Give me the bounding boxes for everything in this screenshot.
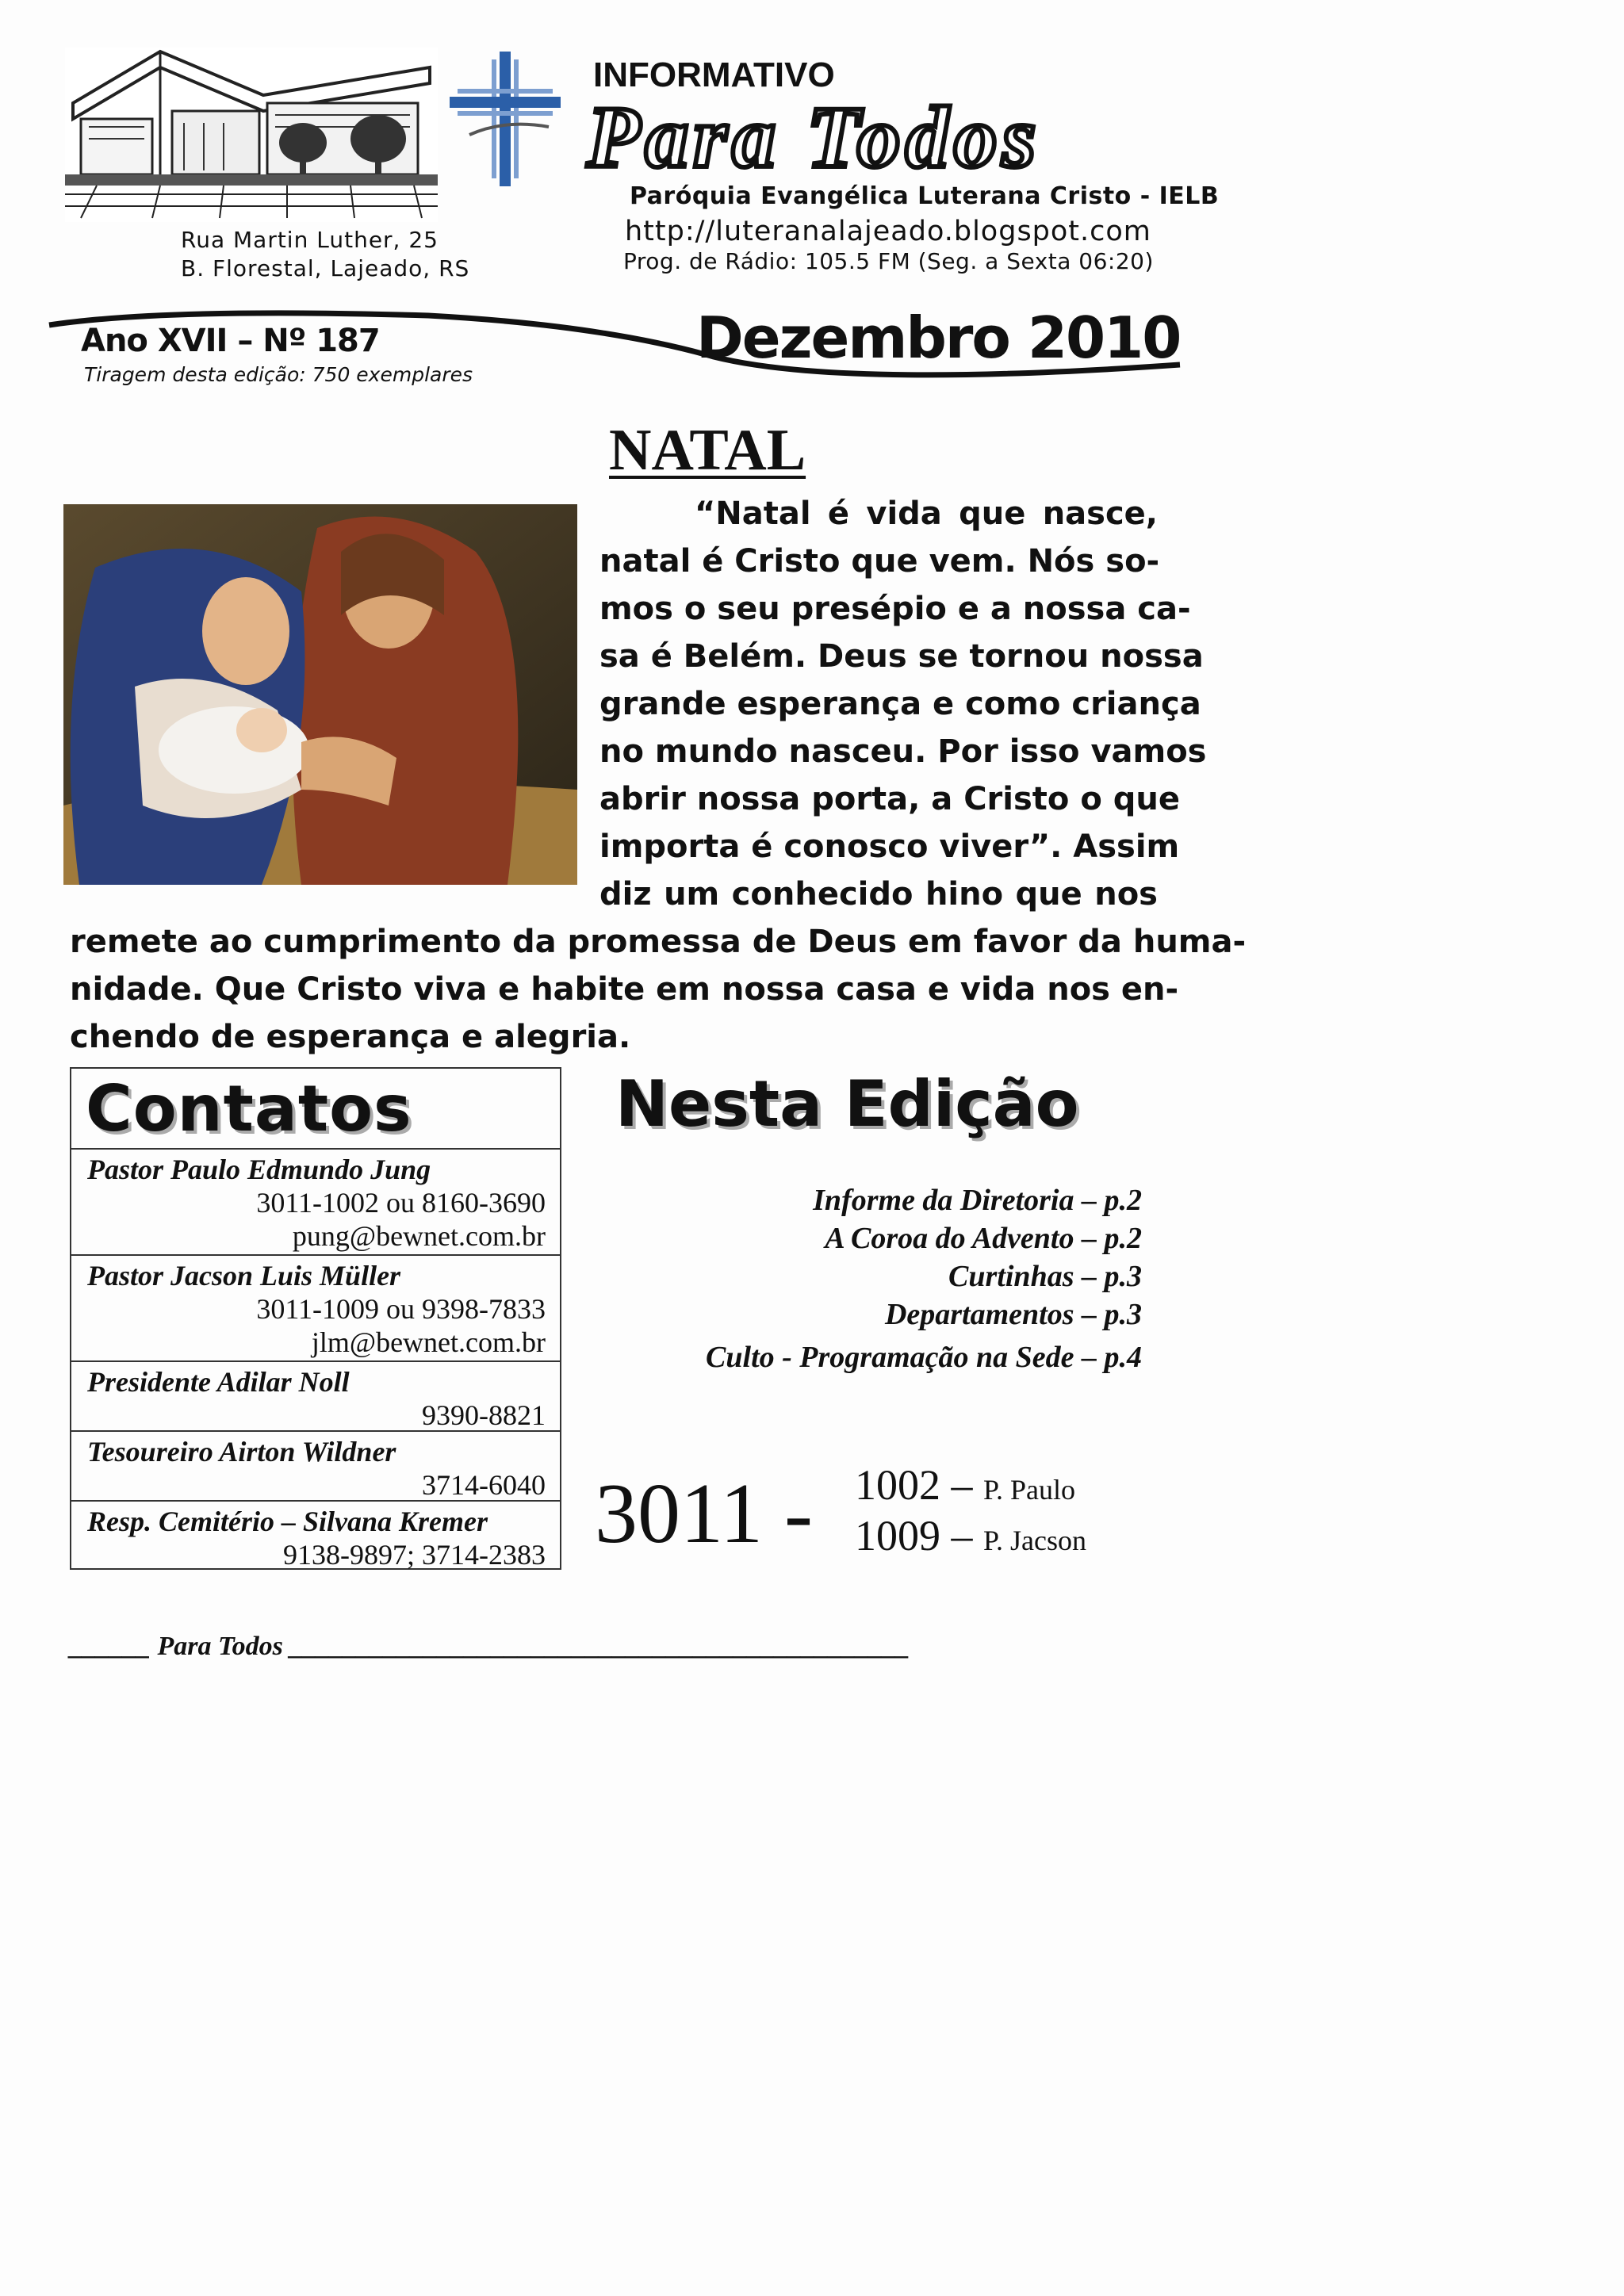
article-line: abrir nossa porta, a Cristo o que [599,781,1180,817]
contact-entry [71,1148,560,1254]
print-run: Tiragem desta edição: 750 exemplares [84,363,473,386]
article-line: sa é Belém. Deus se tornou nossa [599,638,1204,675]
address-district: B. Florestal, Lajeado, RS [181,255,470,281]
radio-program: Prog. de Rádio: 105.5 FM (Seg. a Sexta 06:20) [623,248,1154,274]
contacts-title: Contatos [86,1072,412,1146]
contact-email[interactable]: jlm@bewnet.com.br [311,1326,546,1358]
masthead-title: Para Todos [587,89,1041,186]
contacts-box [70,1067,561,1570]
issue-number: Ano XVII – Nº 187 [81,323,380,359]
contact-entry [71,1430,560,1500]
contact-phone: 3011-1009 ou 9398-7833 [256,1293,546,1325]
edition-contents-title: Nesta Edição [615,1067,1079,1141]
article-line: nidade. Que Cristo viva e habite em nossa casa e vida nos en- [70,971,1179,1008]
extension-owner: P. Paulo [983,1474,1076,1506]
lutheran-cross-logo-icon [446,48,563,190]
contact-name: Tesoureiro Airton Wildner [87,1436,396,1468]
extension-number: 1002 – [855,1461,973,1509]
phone-extension-jacson [855,1511,1086,1560]
phone-prefix: 3011 - [595,1467,813,1561]
kicker-informativo: INFORMATIVO [593,55,835,94]
contact-name: Pastor Jacson Luis Müller [87,1260,401,1292]
article-line: mos o seu presépio e a nossa ca- [599,591,1191,627]
page-footer: ______ Para Todos ______________________________________________ [70,1632,910,1661]
extension-number: 1009 – [855,1512,973,1559]
toc-item[interactable]: A Coroa do Advento – p.2 [825,1222,1142,1255]
extension-owner: P. Jacson [983,1525,1087,1556]
blog-url[interactable]: http://luteranalajeado.blogspot.com [625,216,1151,247]
church-building-drawing [65,48,438,222]
address-street: Rua Martin Luther, 25 [181,227,439,253]
parish-name: Paróquia Evangélica Luterana Cristo - IELB [630,182,1220,210]
toc-item[interactable]: Informe da Diretoria – p.2 [813,1184,1142,1217]
article-line: “Natal é vida que nasce, [695,496,1158,532]
contact-phone: 3011-1002 ou 8160-3690 [256,1187,546,1219]
toc-item[interactable]: Culto - Programação na Sede – p.4 [706,1341,1142,1374]
nativity-painting [63,504,577,885]
contact-name: Presidente Adilar Noll [87,1366,350,1398]
edition-date: Dezembro 2010 [696,304,1181,371]
article-line: natal é Cristo que vem. Nós so- [599,543,1160,580]
contact-name: Resp. Cemitério – Silvana Kremer [87,1506,488,1537]
article-line: importa é conosco viver”. Assim [599,828,1180,865]
contact-phone: 9138-9897; 3714-2383 [283,1539,546,1571]
contact-email[interactable]: pung@bewnet.com.br [292,1220,546,1252]
article-line: diz um conhecido hino que nos [599,876,1158,913]
toc-item[interactable]: Curtinhas – p.3 [948,1260,1142,1293]
contact-name: Pastor Paulo Edmundo Jung [87,1154,431,1185]
contact-phone: 9390-8821 [422,1399,546,1431]
article-line: remete ao cumprimento da promessa de Deus em favor da huma- [70,924,1247,960]
contact-entry [71,1254,560,1360]
contact-entry [71,1360,560,1430]
article-line: grande esperança e como criança [599,686,1201,722]
toc-item[interactable]: Departamentos – p.3 [884,1298,1142,1331]
contact-entry [71,1500,560,1570]
article-title: NATAL [609,418,806,483]
contact-phone: 3714-6040 [422,1469,546,1501]
phone-extension-paulo [855,1460,1075,1510]
article-line: no mundo nasceu. Por isso vamos [599,733,1207,770]
article-line: chendo de esperança e alegria. [70,1019,631,1055]
